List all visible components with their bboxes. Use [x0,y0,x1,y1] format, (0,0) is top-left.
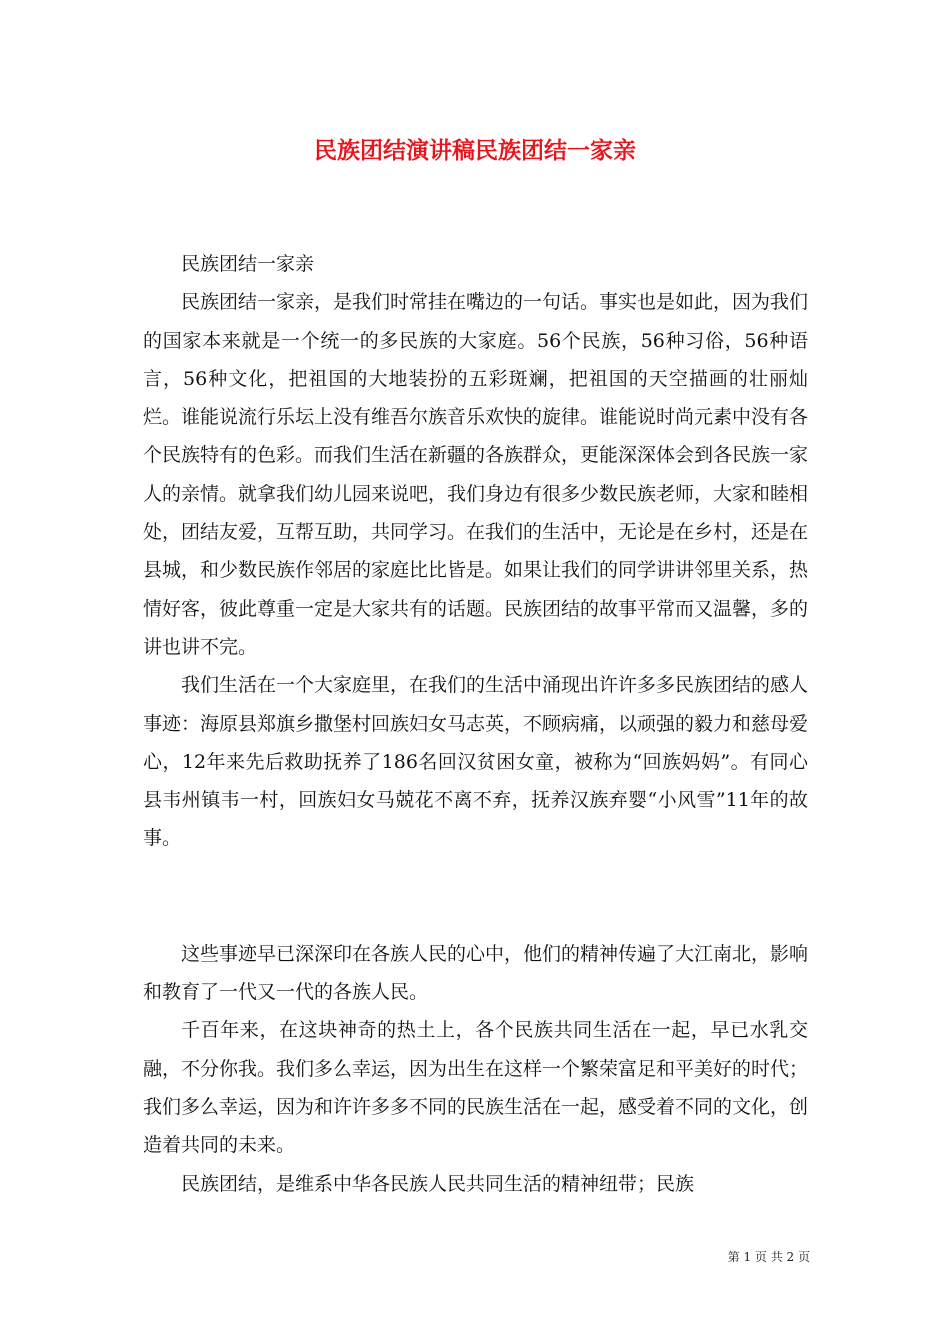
paragraph: 千百年来，在这块神奇的热土上，各个民族共同生活在一起，早已水乳交融，不分你我。我们多么幸运，因为出生在这样一个繁荣富足和平美好的时代；我们多么幸运，因为和许许多多不同的民族生活在一起，感受着不同的文化，创造着共同的未来。 [143,1019,809,1157]
document-body [143,245,808,1203]
paragraph: 民族团结一家亲，是我们时常挂在嘴边的一句话。事实也是如此，因为我们的国家本来就是一个统一的多民族的大家庭。56个民族，56种习俗，56种语言，56种文化，把祖国的大地装扮的五彩斑斓，把祖国的天空描画的壮丽灿烂。谁能说流行乐坛上没有维吾尔族音乐欢快的旋律。谁能说时尚元素中没有各个民族特有的色彩。而我们生活在新疆的各族群众，更能深深体会到各民族一家人的亲情。就拿我们幼儿园来说吧，我们身边有很多少数民族老师，大家和睦相处，团结友爱，互帮互助，共同学习。在我们的生活中，无论是在乡村，还是在县城，和少数民族作邻居的家庭比比皆是。如果让我们的同学讲讲邻里关系，热情好客，彼此尊重一定是大家共有的话题。民族团结的故事平常而又温馨，多的讲也讲不完。 [143,291,809,658]
paragraph: 这些事迹早已深深印在各族人民的心中，他们的精神传遍了大江南北，影响和教育了一代又一代的各族人民。 [143,942,809,1004]
page-number: 第 1 页 共 2 页 [727,1250,810,1264]
paragraph: 我们生活在一个大家庭里，在我们的生活中涌现出许许多多民族团结的感人事迹：海原县郑旗乡撒堡村回族妇女马志英，不顾病痛，以顽强的毅力和慈母爱心，12年来先后救助抚养了186名回汉贫困女童，被称为“回族妈妈”。有同心县韦州镇韦一村，回族妇女马兢花不离不弃，抚养汉族弃婴“小风雪”11年的故事。 [143,674,809,850]
document-title: 民族团结演讲稿民族团结一家亲 [314,137,636,164]
paragraph: 民族团结，是维系中华各民族人民共同生活的精神纽带；民族 [181,1172,695,1195]
paragraph-heading: 民族团结一家亲 [181,253,315,275]
